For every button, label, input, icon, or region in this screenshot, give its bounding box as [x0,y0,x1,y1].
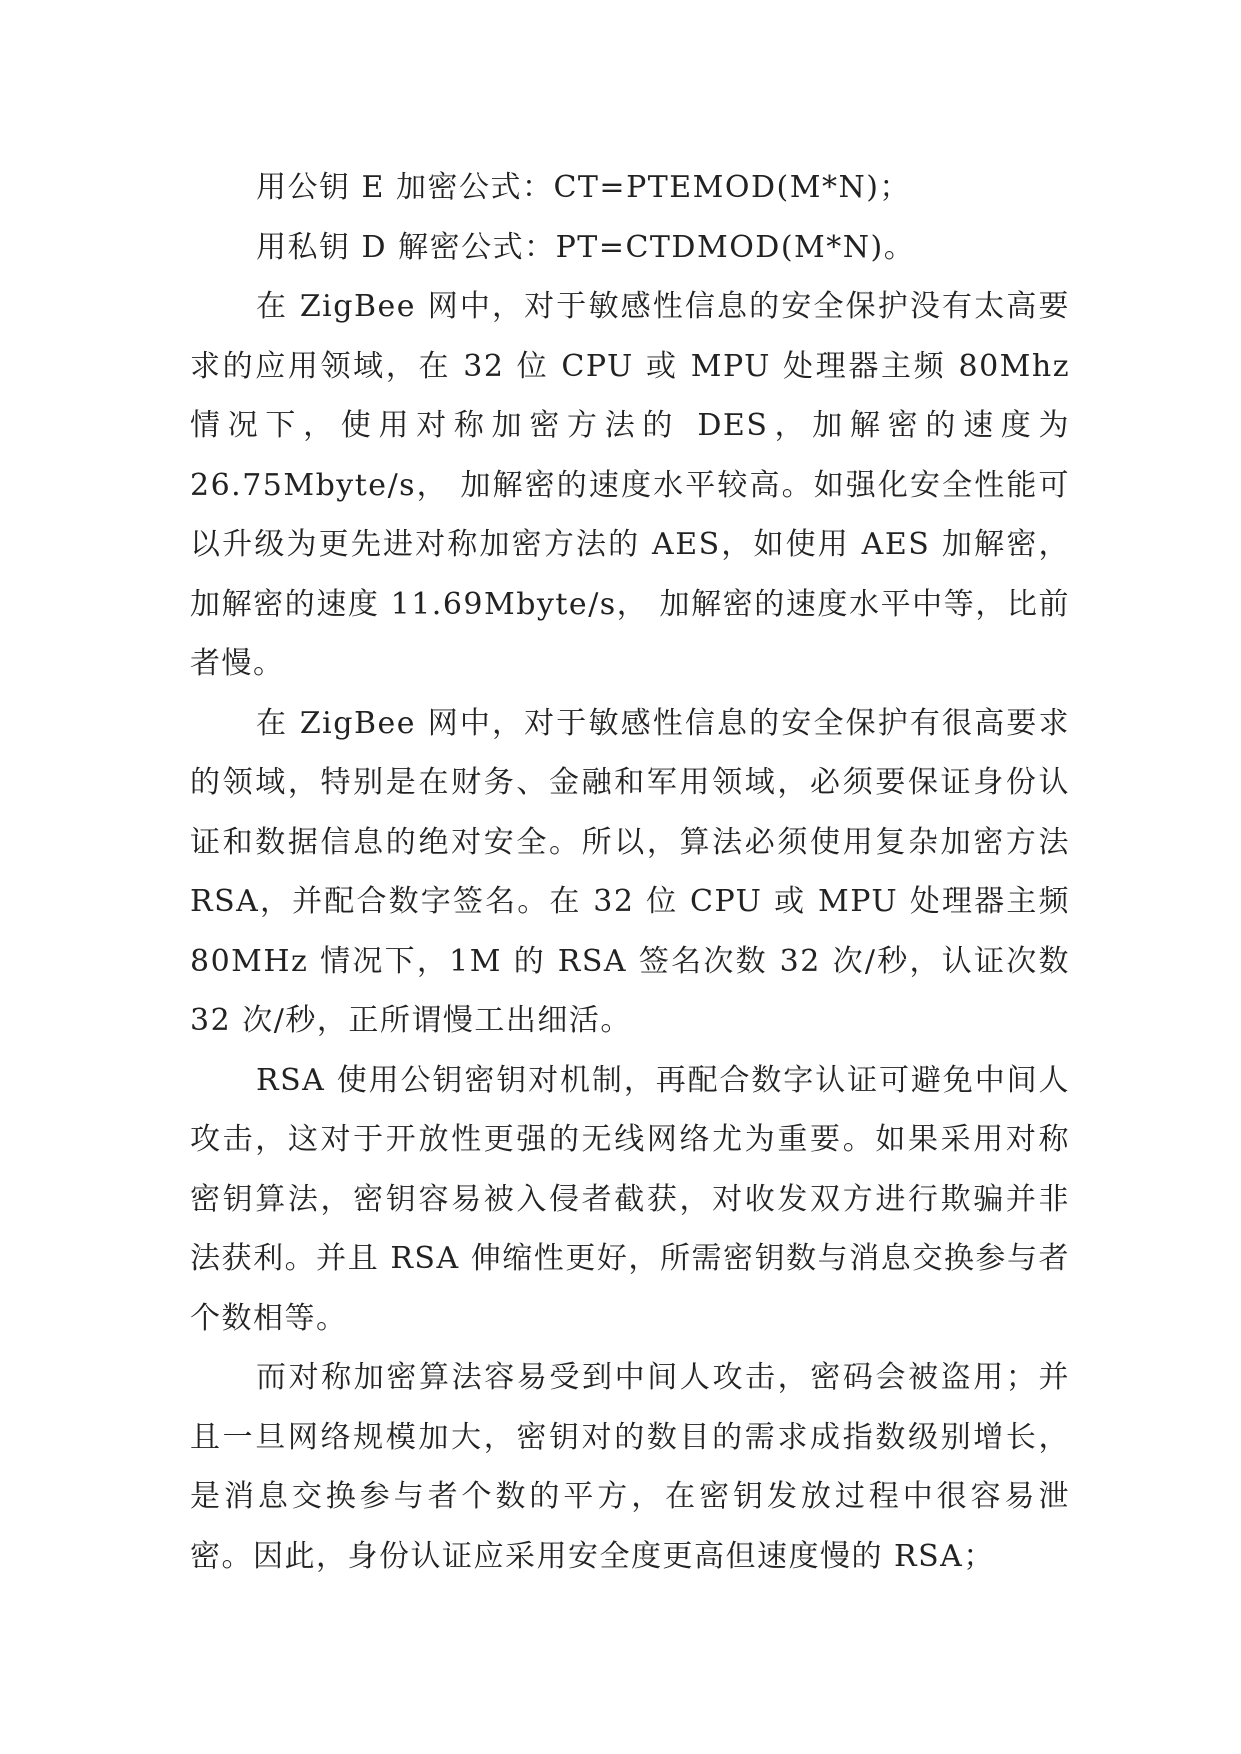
decryption-formula: 用私钥 D 解密公式：PT=CTDMOD(M*N)。 [256,229,916,265]
paragraph-rsa-security: 在 ZigBee 网中，对于敏感性信息的安全保护有很高要求的领域，特别是在财务、金融和军用领域，必须要保证身份认证和数据信息的绝对安全。所以，算法必须使用复杂加密方法 RSA，并配合数字签名。在 32 位 CPU 或 MPU 处理器主频 80MHz 情况下，1M 的 RSA 签名次数 32 次/秒，认证次数 32 次/秒，正所谓慢工出细活。 [190,705,1070,1038]
paragraph-des-aes: 在 ZigBee 网中，对于敏感性信息的安全保护没有太高要求的应用领域，在 32 位 CPU 或 MPU 处理器主频 80Mhz 情况下，使用对称加密方法的 DES，加解密的速度为 26.75Mbyte/s， 加解密的速度水平较高。如强化安全性能可以升级为更先进对称加密方法的 AES，如使用 AES 加解密，加解密的速度 11.69Mbyte/s， 加解密的速度水平中等，比前者慢。 [190,289,1070,681]
document-body [190,158,1070,1586]
encryption-formula: 用公钥 E 加密公式：CT=PTEMOD(M*N)； [256,170,911,205]
paragraph-symmetric-weakness: 而对称加密算法容易受到中间人攻击，密码会被盗用；并且一旦网络规模加大，密钥对的数目的需求成指数级别增长，是消息交换参与者个数的平方，在密钥发放过程中很容易泄密。因此，身份认证应采用安全度更高但速度慢的 RSA； [190,1360,1070,1574]
paragraph-rsa-keypair: RSA 使用公钥密钥对机制，再配合数字认证可避免中间人攻击，这对于开放性更强的无线网络尤为重要。如果采用对称密钥算法，密钥容易被入侵者截获，对收发双方进行欺骗并非法获利。并且 RSA 伸缩性更好，所需密钥数与消息交换参与者个数相等。 [190,1062,1070,1336]
